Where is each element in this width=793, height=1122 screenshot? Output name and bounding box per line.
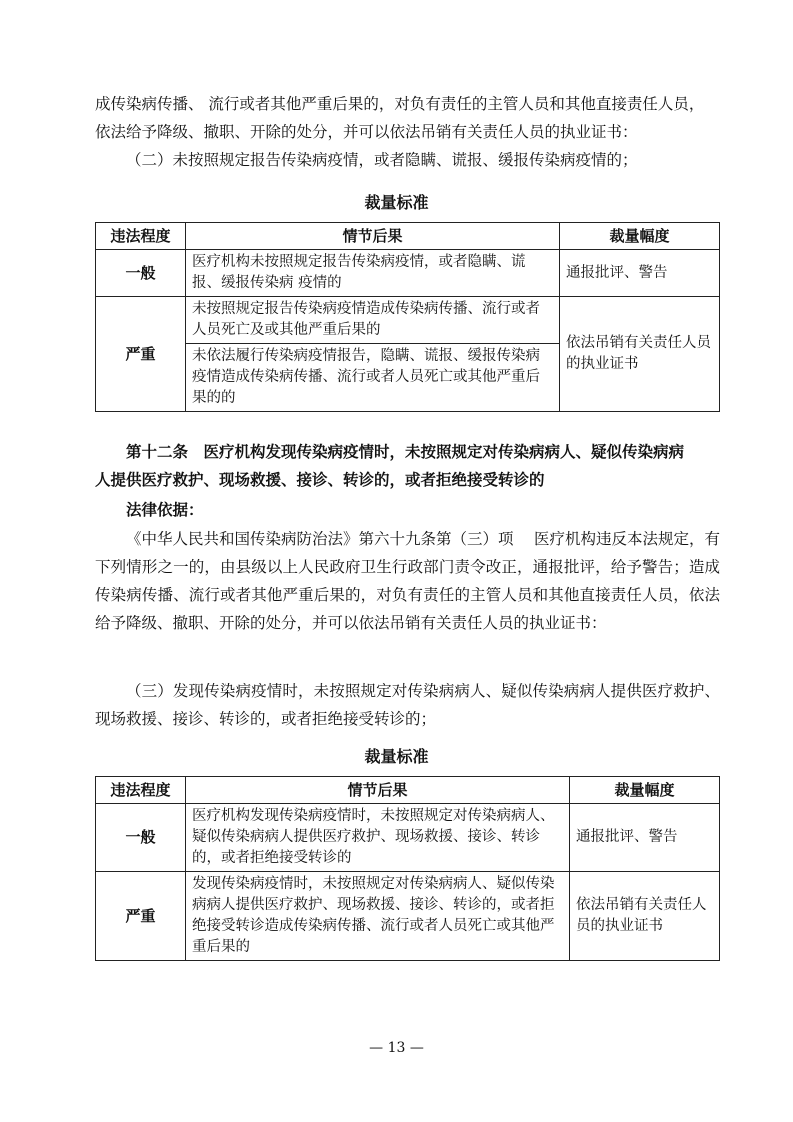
table1-row1-consequence: 医疗机构未按照规定报告传染病疫情，或者隐瞒、谎报、缓报传染病 疫情的	[186, 250, 560, 297]
table2-row2-consequence: 发现传染病疫情时，未按照规定对传染病病人、疑似传染病病人提供医疗救护、现场救援、接诊、转诊的，或者拒绝接受转诊造成传染病传播、流行或者人员死亡或其他严重后果的	[186, 872, 570, 961]
table1-header-penalty: 裁量幅度	[560, 223, 720, 250]
table1-row1-penalty: 通报批评、警告	[560, 250, 720, 297]
table2-row2-penalty: 依法吊销有关责任人员的执业证书	[570, 872, 720, 961]
table2-title: 裁量标准	[364, 747, 429, 766]
table1-row2-penalty: 依法吊销有关责任人员的执业证书	[560, 297, 720, 412]
table1-header-row	[96, 223, 720, 250]
table-row	[96, 804, 720, 872]
table2-header-row	[96, 777, 720, 804]
table2-row1-level: 一般	[96, 804, 186, 872]
table2	[95, 776, 720, 961]
table1-header-level: 违法程度	[96, 223, 186, 250]
table1-row2-consequence-a: 未按照规定报告传染病疫情造成传染病传播、流行或者人员死亡及或其他严重后果的	[186, 297, 560, 344]
table-row	[96, 297, 720, 344]
intro-line-1: 成传染病传播、 流行或者其他严重后果的，对负有责任的主管人员和其他直接责任人员，	[95, 95, 705, 113]
table1	[95, 222, 720, 412]
table-row	[96, 872, 720, 961]
table2-row1-penalty: 通报批评、警告	[570, 804, 720, 872]
table1-row1-level: 一般	[96, 250, 186, 297]
table2-header-level: 违法程度	[96, 777, 186, 804]
table-row	[96, 250, 720, 297]
intro-item-2: （二）未按照规定报告传染病疫情，或者隐瞒、谎报、缓报传染病疫情的；	[126, 151, 638, 169]
intro-line-2: 依法给予降级、撤职、开除的处分，并可以依法吊销有关责任人员的执业证书：	[95, 123, 638, 141]
table1-row2-level: 严重	[96, 297, 186, 412]
law-paragraph: 《中华人民共和国传染病防治法》第六十九条第（三）项 医疗机构违反本法规定，有下列情形之一的，由县级以上人民政府卫生行政部门责令改正，通报批评，给予警告；造成传染病传播、流行或者其他严重后果的，对负有责任的主管人员和其他直接责任人员，依法给予降级、撤职、开除的处分，并可以依法吊销有关责任人员的执业证书：	[95, 530, 720, 632]
page-number: — 13 —	[369, 1040, 424, 1056]
table2-header-consequence: 情节后果	[186, 777, 570, 804]
article12-heading-line-1: 第十二条 医疗机构发现传染病疫情时，未按照规定对传染病病人、疑似传染病病	[126, 443, 685, 461]
table2-row1-consequence: 医疗机构发现传染病疫情时，未按照规定对传染病病人、疑似传染病病人提供医疗救护、现场救援、接诊、转诊的，或者拒绝接受转诊的	[186, 804, 570, 872]
article12-item-3: （三）发现传染病疫情时，未按照规定对传染病病人、疑似传染病病人提供医疗救护、现场救援、接诊、转诊的，或者拒绝接受转诊的；	[95, 682, 720, 728]
table2-header-penalty: 裁量幅度	[570, 777, 720, 804]
table1-title: 裁量标准	[364, 193, 429, 212]
table1-header-consequence: 情节后果	[186, 223, 560, 250]
table2-row2-level: 严重	[96, 872, 186, 961]
legal-basis-label: 法律依据：	[126, 501, 204, 519]
article12-heading-line-2: 人提供医疗救护、现场救援、接诊、转诊的，或者拒绝接受转诊的	[95, 471, 545, 489]
table1-row2-consequence-b: 未依法履行传染病疫情报告，隐瞒、谎报、缓报传染病疫情造成传染病传播、流行或者人员死亡或其他严重后果的的	[186, 344, 560, 412]
